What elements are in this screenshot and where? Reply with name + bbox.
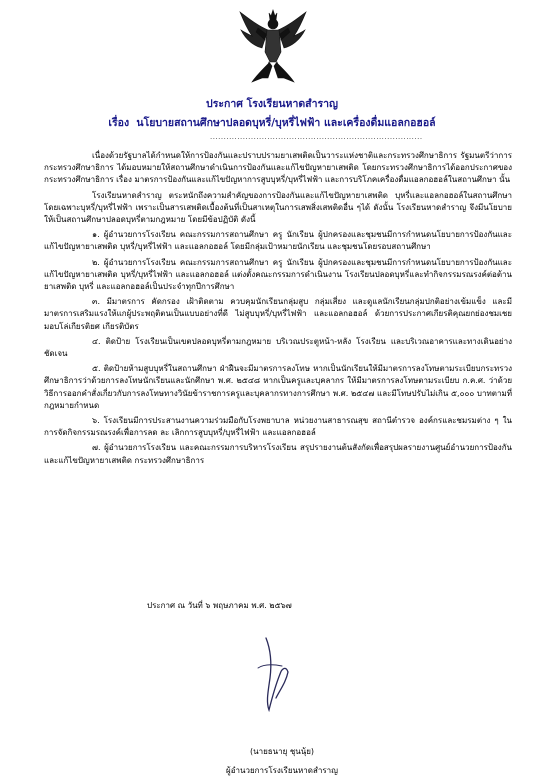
policy-item-1: ๑. ผู้อำนวยการโรงเรียน คณะกรรมการสถานศึกษา ครู นักเรียน ผู้ปกครองและชุมชนมีการกำหนดนโยบายการป้องกันและแก้ไขปัญหายาเสพติด บุหรี่/บุหรี่ไฟฟ้า และแอลกอฮอล์ โดยมีกลุ่มเป้าหมายนักเรียน และชุมชนโดยรอบสถานศึกษา: [44, 230, 512, 252]
subject-label: เรื่อง: [108, 117, 130, 129]
announcement-subject: [0, 114, 544, 131]
policy-item-3: ๓. มีมาตรการ คัดกรอง เฝ้าติดตาม ควบคุมนักเรียนกลุ่มสูบ กลุ่มเสี่ยง และดูแลนักเรียนกลุ่มปกติอย่างเข้มแข็ง และมีมาตรการเสริมแรงให้แกผู้ประพฤติตนเป็นแบบอย่างที่ดี ไม่สูบบุหรี่/บุหรี่ไฟฟ้า และแอลกอฮอล์ ด้วยการประกาศเกียรติคุณยกย่องชมเชย มอบโล่เกียรติยศ เกียรติบัตร: [44, 297, 512, 331]
policy-item-7: ๗. ผู้อำนวยการโรงเรียน และคณะกรรมการบริหารโรงเรียน สรุปรายงานต้นสังกัดเพื่อสรุปผลรายงานศูนย์อำนวยการป้องกันและแก้ไขปัญหายาเสพติด กระทรวงศึกษาธิการ: [44, 443, 512, 465]
paragraph-policy: โรงเรียนหาดสำราญ ตระหนักถึงความสำคัญของการป้องกันและแก้ไขปัญหายาเสพติด บุหรี่และแอลกอฮอล์ในสถานศึกษา โดยเฉพาะบุหรี่/บุหรี่ไฟฟ้า เพราะเป็นสารเสพติดเบื้องต้นที่เป็นสาเหตุในการเสพสิ่งเสพติดอื่น ๆได้ ดังนั้น โรงเรียนหาดสำราญ จึงมีนโยบายให้เป็นสถานศึกษาปลอดบุหรี่ตามกฎหมาย โดยมีข้อปฏิบัติ ดังนี้: [44, 190, 512, 225]
announcement-date: ประกาศ ณ วันที่ ๖ พฤษภาคม พ.ศ. ๒๕๖๗: [147, 601, 292, 610]
policy-item-6: ๖. โรงเรียนมีการประสานงานความร่วมมือกับโรงพยาบาล หน่วยงานสาธารณสุข สถานีตำรวจ องค์กรและชมรมต่าง ๆ ในการจัดกิจกรรมรณรงค์เพื่อการลด ละ เลิกการสูบบุหรี่/บุหรี่ไฟฟ้า และแอลกอฮอล์: [44, 416, 512, 438]
subject-text: นโยบายสถานศึกษาปลอดบุหรี่/บุหรี่ไฟฟ้า และเครื่องดื่มแอลกอฮอล์: [136, 117, 436, 129]
policy-item-2: ๒. ผู้อำนวยการโรงเรียน คณะกรรมการสถานศึกษา ครู นักเรียน ผู้ปกครองและชุมชนมีการกำหนดนโยบายการป้องกันและแก้ไขปัญหายาเสพติด บุหรี่/บุหรี่ไฟฟ้า และแอลกอฮอล์ แต่งตั้งคณะกรรมการดำเนินงาน โรงเรียนปลอดบุหรี่และทำกิจกรรมรณรงค์ต่อต้านยาเสพติด บุหรี่ และแอลกอฮอล์เป็นประจำทุกปีการศึกษา: [44, 257, 512, 292]
signer-name: (นายธนายุ ชุนนุ้ย): [249, 747, 315, 756]
paragraph-intro: เนื่องด้วยรัฐบาลได้กำหนดให้การป้องกันและปราบปรามยาเสพติดเป็นวาระแห่งชาติและกระทรวงศึกษาธิการ รัฐมนตรีว่าการกระทรวงศึกษาธิการ ได้มอบหมายให้สถานศึกษาดำเนินการป้องกันและแก้ไขปัญหายาเสพติด โดยกระทรวงศึกษาธิการได้ออกประกาศของกระทรวงศึกษาธิการ เรื่อง มาตรการป้องกันและแก้ไขปัญหาการสูบบุหรี่/บุหรี่ไฟฟ้า และการบริโภคเครื่องดื่มแอลกอฮอล์ในสถานศึกษา นั้น: [44, 151, 512, 185]
title-divider: ..............................................................................: [210, 133, 423, 141]
policy-item-5: ๕. ติดป้ายห้ามสูบบุหรี่ในสถานศึกษา ฝ่าฝืนจะมีมาตรการลงโทษ หากเป็นนักเรียนให้มีมาตรการลงโทษตามระเบียบกระทรวงศึกษาธิการว่าด้วยการลงโทษนักเรียนและนักศึกษา พ.ศ. ๒๕๔๘ หากเป็นครูและบุคลากร ให้มีมาตรการลงโทษตามระเบียบ ก.ค.ศ. ว่าด้วยวิธีการออกคำสั่งเกี่ยวกับการลงโทษทางวินัยข้าราชการครูและบุคลากรทางการศึกษา พ.ศ. ๒๕๔๗ และมีโทษปรับไม่เกิน ๕,๐๐๐ บาทตามที่กฎหมายกำหนด: [44, 364, 512, 410]
announcement-title: ประกาศ โรงเรียนหาดสำราญ: [206, 98, 338, 110]
policy-item-4: ๔. ติดป้าย โรงเรียนเป็นเขตปลอดบุหรี่ตามกฎหมาย บริเวณประตูหน้า-หลัง โรงเรียน และบริเวณอาคารและทางเดินอย่างชัดเจน: [44, 336, 512, 359]
announcement-body: [44, 150, 512, 470]
signer-position: ผู้อำนวยการโรงเรียนหาดสำราญ: [226, 766, 338, 775]
garuda-emblem-icon: [238, 8, 308, 84]
signature-mark: [236, 628, 306, 714]
